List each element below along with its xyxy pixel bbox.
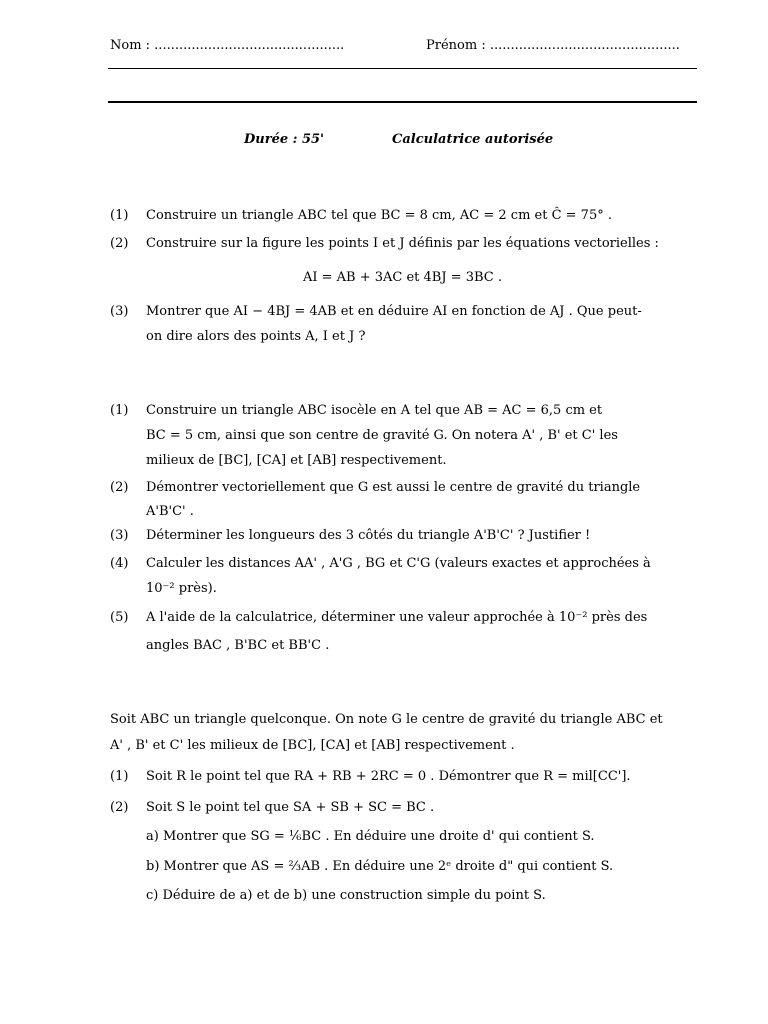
header-rule-thin [108, 68, 697, 69]
item-number: (2) [110, 800, 129, 815]
prenom-field: Prénom : .............................................. [426, 38, 680, 53]
item-number: (1) [110, 403, 129, 418]
exercise-2-item-1-line-2: BC = 5 cm, ainsi que son centre de gravité G. On notera A' , B' et C' les [146, 428, 618, 443]
exercise-3-intro-line-1: Soit ABC un triangle quelconque. On note G le centre de gravité du triangle ABC et [110, 712, 663, 727]
exercise-1-item-3-line-2: on dire alors des points A, I et J ? [146, 329, 366, 344]
exercise-3-item-1: Soit R le point tel que RA + RB + 2RC = 0 . Démontrer que R = mil[CC']. [146, 769, 631, 784]
exercise-2-item-1-line-3: milieux de [BC], [CA] et [AB] respectivement. [146, 453, 447, 468]
duration-label: Durée : 55' [244, 132, 325, 147]
item-number: (1) [110, 208, 129, 223]
exercise-2-item-5-line-2: angles BAC , B'BC et BB'C . [146, 638, 330, 653]
item-number: (1) [110, 769, 129, 784]
item-number: (3) [110, 304, 129, 319]
exercise-2-item-4-line-2: 10⁻² près). [146, 581, 217, 596]
exercise-2-item-4-line-1: Calculer les distances AA' , A'G , BG et C'G (valeurs exactes et approchées à [146, 556, 651, 571]
exercise-2-item-5-line-1: A l'aide de la calculatrice, déterminer une valeur approchée à 10⁻² près des [146, 610, 648, 625]
exercise-3-item-2b: b) Montrer que AS = ⅔AB . En déduire une 2ᵉ droite d" qui contient S. [146, 859, 614, 874]
exercise-2-item-3: Déterminer les longueurs des 3 côtés du triangle A'B'C' ? Justifier ! [146, 528, 591, 543]
exercise-2-item-2-line-2: A'B'C' . [146, 504, 194, 519]
exercise-3-item-2: Soit S le point tel que SA + SB + SC = BC . [146, 800, 435, 815]
exercise-3-item-2c: c) Déduire de a) et de b) une construction simple du point S. [146, 888, 546, 903]
exercise-2-item-1-line-1: Construire un triangle ABC isocèle en A tel que AB = AC = 6,5 cm et [146, 403, 603, 418]
exercise-3-item-2a: a) Montrer que SG = ⅙BC . En déduire une droite d' qui contient S. [146, 829, 595, 844]
exercise-2-item-2-line-1: Démontrer vectoriellement que G est aussi le centre de gravité du triangle [146, 480, 641, 495]
item-number: (4) [110, 556, 129, 571]
exercise-3-intro-line-2: A' , B' et C' les milieux de [BC], [CA] et [AB] respectivement . [110, 738, 515, 753]
calculator-label: Calculatrice autorisée [392, 132, 554, 147]
nom-field: Nom : .............................................. [110, 38, 345, 53]
exercise-1-item-1: Construire un triangle ABC tel que BC = 8 cm, AC = 2 cm et Ĉ = 75° . [146, 208, 612, 223]
header-rule-thick [108, 101, 697, 103]
exercise-1-item-2: Construire sur la figure les points I et J définis par les équations vectorielles : [146, 236, 659, 251]
vector-equations: AI = AB + 3AC et 4BJ = 3BC . [302, 270, 503, 285]
exercise-1-item-3-line-1: Montrer que AI − 4BJ = 4AB et en déduire AI en fonction de AJ . Que peut- [146, 304, 642, 319]
item-number: (3) [110, 528, 129, 543]
item-number: (2) [110, 236, 129, 251]
item-number: (5) [110, 610, 129, 625]
item-number: (2) [110, 480, 129, 495]
